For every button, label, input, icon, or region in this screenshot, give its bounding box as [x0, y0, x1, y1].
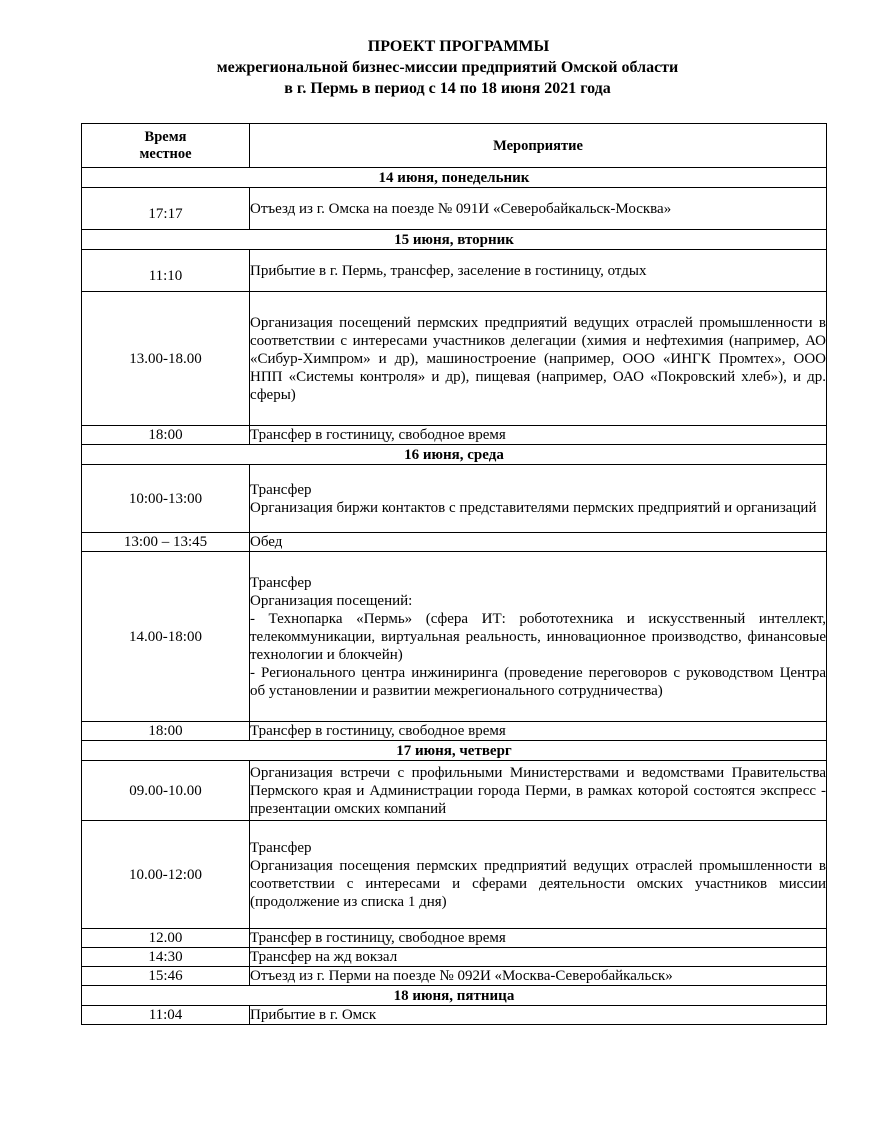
event-line: Прибытие в г. Пермь, трансфер, заселение в гостиницу, отдых: [250, 262, 647, 279]
day-header-row: [82, 230, 827, 250]
day-header-row: [82, 986, 827, 1006]
table-header-row: [82, 124, 827, 168]
column-header-time-line1: Время: [144, 128, 187, 145]
event-description: [250, 465, 827, 533]
event-line: Трансфер: [250, 574, 312, 591]
table-row: [82, 967, 827, 986]
event-description: [250, 292, 827, 426]
event-description: [250, 761, 827, 821]
event-line: - Регионального центра инжиниринга (проведение переговоров с руководством Центра об установлении и развитии межрегионального сотрудничества): [250, 664, 826, 699]
day-title: 18 июня, пятница: [82, 986, 827, 1006]
event-line: Отъезд из г. Перми на поезде № 092И «Москва-Северобайкальск»: [250, 968, 673, 984]
event-time: 14.00-18:00: [82, 552, 250, 722]
event-line: Трансфер: [250, 839, 312, 856]
column-header-time-line2: местное: [139, 145, 192, 162]
event-description: [250, 821, 827, 929]
event-description: [250, 533, 827, 552]
table-row: [82, 188, 827, 230]
table-row: [82, 722, 827, 741]
document-title: [0, 36, 887, 99]
table-row: [82, 761, 827, 821]
event-line: Организация посещений:: [250, 592, 413, 609]
event-description: [250, 948, 827, 967]
table-row: [82, 533, 827, 552]
day-title: 16 июня, среда: [82, 445, 827, 465]
day-header-row: [82, 741, 827, 761]
event-line: Организация биржи контактов с представителями пермских предприятий и организаций: [250, 499, 817, 516]
event-time: 18:00: [82, 722, 250, 741]
event-line: Организация встречи с профильными Министерствами и ведомствами Правительства Пермского края и Администрации города Перми, в рамках которой состоятся экспресс - презентации омских компаний: [250, 764, 826, 817]
event-time: 14:30: [82, 948, 250, 967]
event-time: 18:00: [82, 426, 250, 445]
table-row: [82, 465, 827, 533]
event-line: Трансфер в гостиницу, свободное время: [250, 427, 506, 443]
event-line: Трансфер в гостиницу, свободное время: [250, 930, 506, 946]
table-row: [82, 948, 827, 967]
title-line-3: в г. Пермь в период с 14 по 18 июня 2021 года: [284, 80, 611, 97]
program-table: [81, 123, 827, 1025]
event-description: [250, 967, 827, 986]
day-header-row: [82, 445, 827, 465]
day-title: 17 июня, четверг: [82, 741, 827, 761]
event-time: 12.00: [82, 929, 250, 948]
column-header-event: Мероприятие: [250, 124, 827, 168]
event-description: [250, 722, 827, 741]
title-line-2: межрегиональной бизнес-миссии предприятий Омской области: [216, 59, 679, 76]
table-row: [82, 821, 827, 929]
table-row: [82, 292, 827, 426]
event-time: 09.00-10.00: [82, 761, 250, 821]
event-description: [250, 1006, 827, 1025]
event-time: 10:00-13:00: [82, 465, 250, 533]
event-time: 13:00 – 13:45: [82, 533, 250, 552]
table-row: [82, 250, 827, 292]
table-row: [82, 1006, 827, 1025]
event-description: [250, 426, 827, 445]
event-description: [250, 552, 827, 722]
event-line: - Технопарка «Пермь» (сфера ИТ: робототехника и искусственный интеллект, телекоммуникации, виртуальная реальность, инновационное производство, финансовые технологии и блокчейн): [250, 610, 826, 663]
table-row: [82, 552, 827, 722]
table-row: [82, 929, 827, 948]
event-line: Трансфер на жд вокзал: [250, 949, 398, 965]
event-time: 10.00-12:00: [82, 821, 250, 929]
event-time: 17:17: [82, 188, 250, 230]
event-time: 13.00-18.00: [82, 292, 250, 426]
event-description: [250, 250, 827, 292]
event-line: Отъезд из г. Омска на поезде № 091И «Северобайкальск-Москва»: [250, 200, 672, 217]
event-line: Организация посещения пермских предприятий ведущих отраслей промышленности в соответствии с интересами и сферами деятельности омских участников миссии (продолжение из списка 1 дня): [250, 857, 826, 910]
column-header-time: [82, 124, 250, 168]
event-description: [250, 188, 827, 230]
event-time: 11:10: [82, 250, 250, 292]
event-description: [250, 929, 827, 948]
event-line: Обед: [250, 534, 283, 550]
day-title: 14 июня, понедельник: [82, 168, 827, 188]
event-time: 11:04: [82, 1006, 250, 1025]
program-body: [82, 168, 827, 1025]
day-header-row: [82, 168, 827, 188]
day-title: 15 июня, вторник: [82, 230, 827, 250]
event-line: Организация посещений пермских предприятий ведущих отраслей промышленности в соответствии с интересами участников делегации (химия и нефтехимия (например, АО «Сибур-Химпром» и др), машиностроение (например, ООО «ИНГК Промтех», ООО НПП «Системы контроля» и др), пищевая (например, ОАО «Покровский хлеб»), и др. сферы): [250, 314, 826, 403]
table-row: [82, 426, 827, 445]
title-line-1: ПРОЕКТ ПРОГРАММЫ: [367, 38, 550, 55]
event-line: Трансфер: [250, 481, 312, 498]
event-line: Прибытие в г. Омск: [250, 1007, 377, 1023]
event-line: Трансфер в гостиницу, свободное время: [250, 723, 506, 739]
event-time: 15:46: [82, 967, 250, 986]
